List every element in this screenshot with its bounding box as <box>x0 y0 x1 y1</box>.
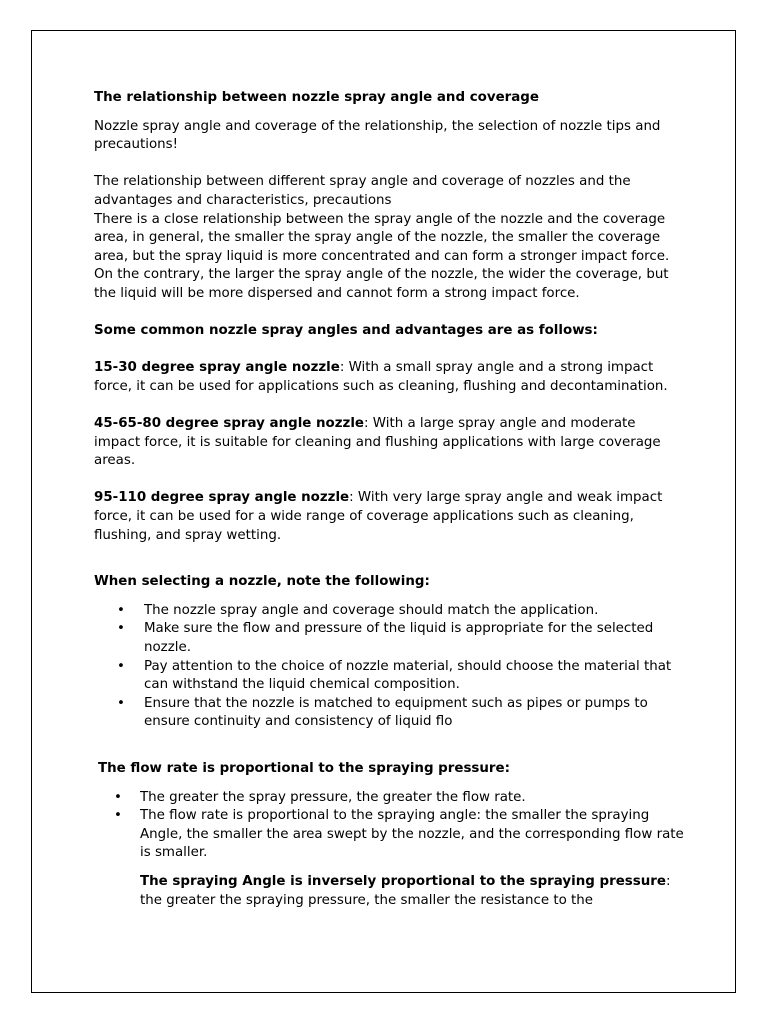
angle-paragraph <box>94 415 684 471</box>
angle-label: 15-30 degree spray angle nozzle <box>94 360 340 376</box>
flow-heading: The flow rate is proportional to the spraying pressure: <box>98 761 510 776</box>
inverse-paragraph <box>94 873 684 910</box>
list-item: • Ensure that the nozzle is matched to equipment such as pipes or pumps to ensure continuity and consistency of liquid flo <box>94 695 684 732</box>
angle-text: : With a large spray angle and moderate impact force, it is suitable for cleaning and flushing applications with large coverage areas. <box>94 416 661 469</box>
angle-label: 45-65-80 degree spray angle nozzle <box>94 416 365 432</box>
selecting-heading: When selecting a nozzle, note the following: <box>94 574 430 590</box>
document-content <box>94 89 684 910</box>
angle-label: 95-110 degree spray angle nozzle <box>94 490 350 506</box>
document-page <box>31 30 736 993</box>
angle-paragraph <box>94 359 684 396</box>
list-item: • The greater the spray pressure, the greater the flow rate. <box>94 789 684 808</box>
angle-text: : With very large spray angle and weak impact force, it can be used for a wide range of coverage applications such as cleaning, flushing, and spray wetting. <box>94 490 663 543</box>
inverse-text: : the greater the spraying pressure, the smaller the resistance to the <box>140 873 671 908</box>
subheading-paragraph: The relationship between different spray angle and coverage of nozzles and the advantages and characteristics, precautions <box>94 174 631 208</box>
document-title: The relationship between nozzle spray angle and coverage <box>94 90 539 105</box>
list-item: • The flow rate is proportional to the spraying angle: the smaller the spraying Angle, the smaller the area swept by the nozzle, and the corresponding flow rate is smaller. <box>94 807 684 863</box>
list-item: • Pay attention to the choice of nozzle material, should choose the material that can withstand the liquid chemical composition. <box>94 658 684 695</box>
flow-list <box>94 789 684 863</box>
intro-paragraph: Nozzle spray angle and coverage of the relationship, the selection of nozzle tips and precautions! <box>94 118 661 153</box>
list-item: • Make sure the flow and pressure of the liquid is appropriate for the selected nozzle. <box>94 620 684 657</box>
angle-paragraph <box>94 489 684 545</box>
angles-heading: Some common nozzle spray angles and advantages are as follows: <box>94 323 598 339</box>
angle-text: : With a small spray angle and a strong impact force, it can be used for applications such as cleaning, flushing and decontamination. <box>94 360 668 394</box>
body-paragraph: There is a close relationship between the spray angle of the nozzle and the coverage area, in general, the smaller the spray angle of the nozzle, the smaller the coverage area, but the spray liquid is more concentrated and can form a stronger impact force. On the contrary, the larger the spray angle of the nozzle, the wider the coverage, but the liquid will be more dispersed and cannot form a strong impact force. <box>94 211 670 301</box>
list-item: • The nozzle spray angle and coverage should match the application. <box>94 602 684 621</box>
selecting-list <box>94 602 684 732</box>
inverse-label: The spraying Angle is inversely proportional to the spraying pressure <box>140 873 666 889</box>
